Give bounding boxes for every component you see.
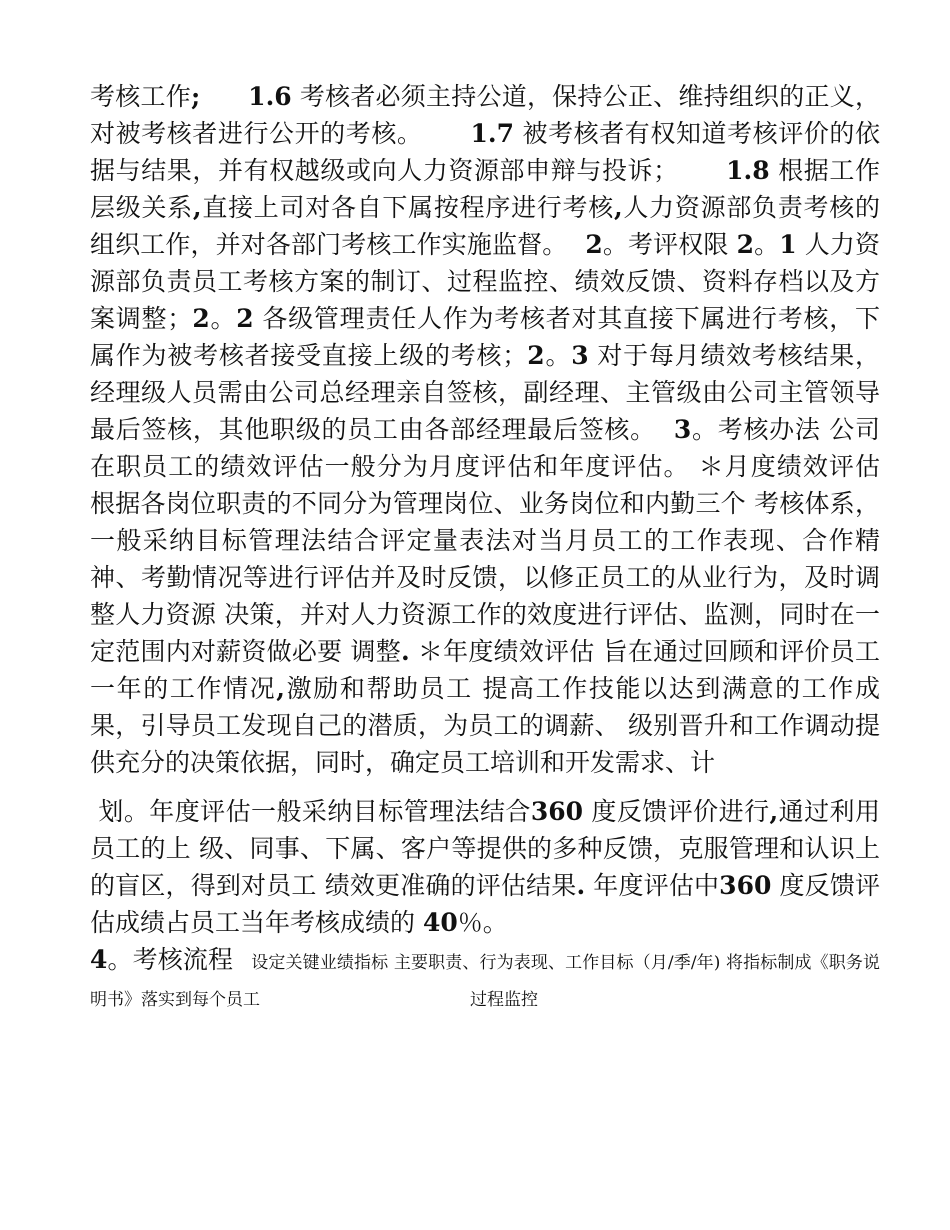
number-360: 360: [719, 871, 772, 900]
text-run: 人力资源部负责员工考核方案的制订、过程监控、绩效反馈、资料存档以及方案调整；: [90, 230, 880, 333]
text-run-bold: ,: [192, 193, 202, 222]
section-number: 3: [571, 341, 589, 370]
text-run-bold: .: [400, 637, 410, 666]
section-number-2: 2: [585, 230, 603, 259]
text-run-bold: ,: [769, 797, 779, 826]
text-run: 。考核办法 公司在职员工的绩效评估一般分为月度评估和年度评估。 ＊月度绩效评估 根据各岗位职责的不同分为管理岗位、业务岗位和内勤三个 考核体系，一般采纳目标管理法结合评定量表法对当月员工的工作表现、合作精 神、考勤情况等进行评估并及时反馈，以修正员工的从业行为，及时调整人力资源 决策，并对人力资源工作的效度进行评估、监测，同时在一定范围内对薪资做必要 调整: [90, 415, 880, 666]
number-40: 40: [422, 908, 458, 937]
section-heading-2: 。考评权限: [602, 230, 737, 259]
text-run: 。: [754, 230, 780, 259]
flow-step-text: 设定关键业绩指标 主要职责、行为表现、工作目标（月/季/年) 将指标制成《职务说明书》落实到每个员工: [90, 953, 880, 1010]
text-run: 度反馈评价进行: [583, 797, 770, 826]
section-number-1-7: 1.7: [470, 119, 514, 148]
body-paragraph-2: [90, 793, 880, 1015]
text-run: 激励和帮助员工 提高工作技能以达到满意的工作成果，引导员工发现自己的潜质，为员工的调薪、 级别晋升和工作调动提供充分的决策依据，同时，确定员工培训和开发需求、计: [90, 674, 880, 777]
flow-step-monitoring: 过程监控: [470, 990, 538, 1010]
text-run: 考核者必须主持公道，保持公正、维持组织的正义，对被考核者进行公开的考核。: [90, 82, 880, 148]
section-number: 2: [192, 304, 210, 333]
number-360: 360: [530, 797, 584, 826]
text-run: 。: [209, 304, 237, 333]
document-page: [90, 78, 880, 1015]
section-number: 2: [527, 341, 545, 370]
section-number-1-6: 1.6: [248, 82, 292, 111]
text-run: 对于每月绩效考核结果，经理级人员需由公司总经理亲自签核，副经理、主管级由公司主管领导最后签核，其他职级的员工由各部经理最后签核。: [90, 341, 880, 444]
text-run: 。: [544, 341, 572, 370]
text-run-bold: ;: [190, 82, 201, 111]
text-run: ＊年度绩效评估 旨在通过回顾和评价员工一年的工作情况: [90, 637, 880, 703]
text-run-bold: ,: [613, 193, 623, 222]
text-run: 通过利用员工的上 级、同事、下属、客户等提供的多种反馈，克服管理和认识上的盲区，得到对员工 绩效更准确的评估结果: [90, 797, 880, 900]
text-run: 人力资源部负责考核的组织工作，并对各部门考核工作实施监督。: [90, 193, 880, 259]
text-run: 被考核者有权知道考核评价的依据与结果，并有权越级或向人力资源部申辩与投诉；: [90, 119, 880, 185]
text-run-bold: ,: [276, 674, 285, 703]
section-number: 2: [736, 230, 754, 259]
text-run-bold: .: [576, 871, 586, 900]
text-run: 各级管理责任人作为考核者对其直接下属进行考核，下属作为被考核者接受直接上级的考核；: [90, 304, 880, 370]
body-paragraph-1: [90, 78, 880, 781]
section-heading-4: 。考核流程: [107, 945, 234, 974]
section-number-4: 4: [90, 945, 108, 974]
section-number-1-8: 1.8: [726, 156, 770, 185]
section-number: 2: [236, 304, 254, 333]
text-run: 划。年度评估一般采纳目标管理法结合: [98, 797, 531, 826]
text-run: 根据工作层级关系: [90, 156, 880, 222]
section-number-3: 3: [673, 415, 692, 444]
text-run: 年度评估中: [585, 871, 720, 900]
text-run: 考核工作: [90, 82, 191, 111]
text-run: ％。: [457, 908, 508, 937]
text-run: 度反馈评估成绩占员工当年考核成绩的: [90, 871, 881, 937]
section-number: 1: [779, 230, 797, 259]
text-run: 直接上司对各自下属按程序进行考核: [201, 193, 614, 222]
